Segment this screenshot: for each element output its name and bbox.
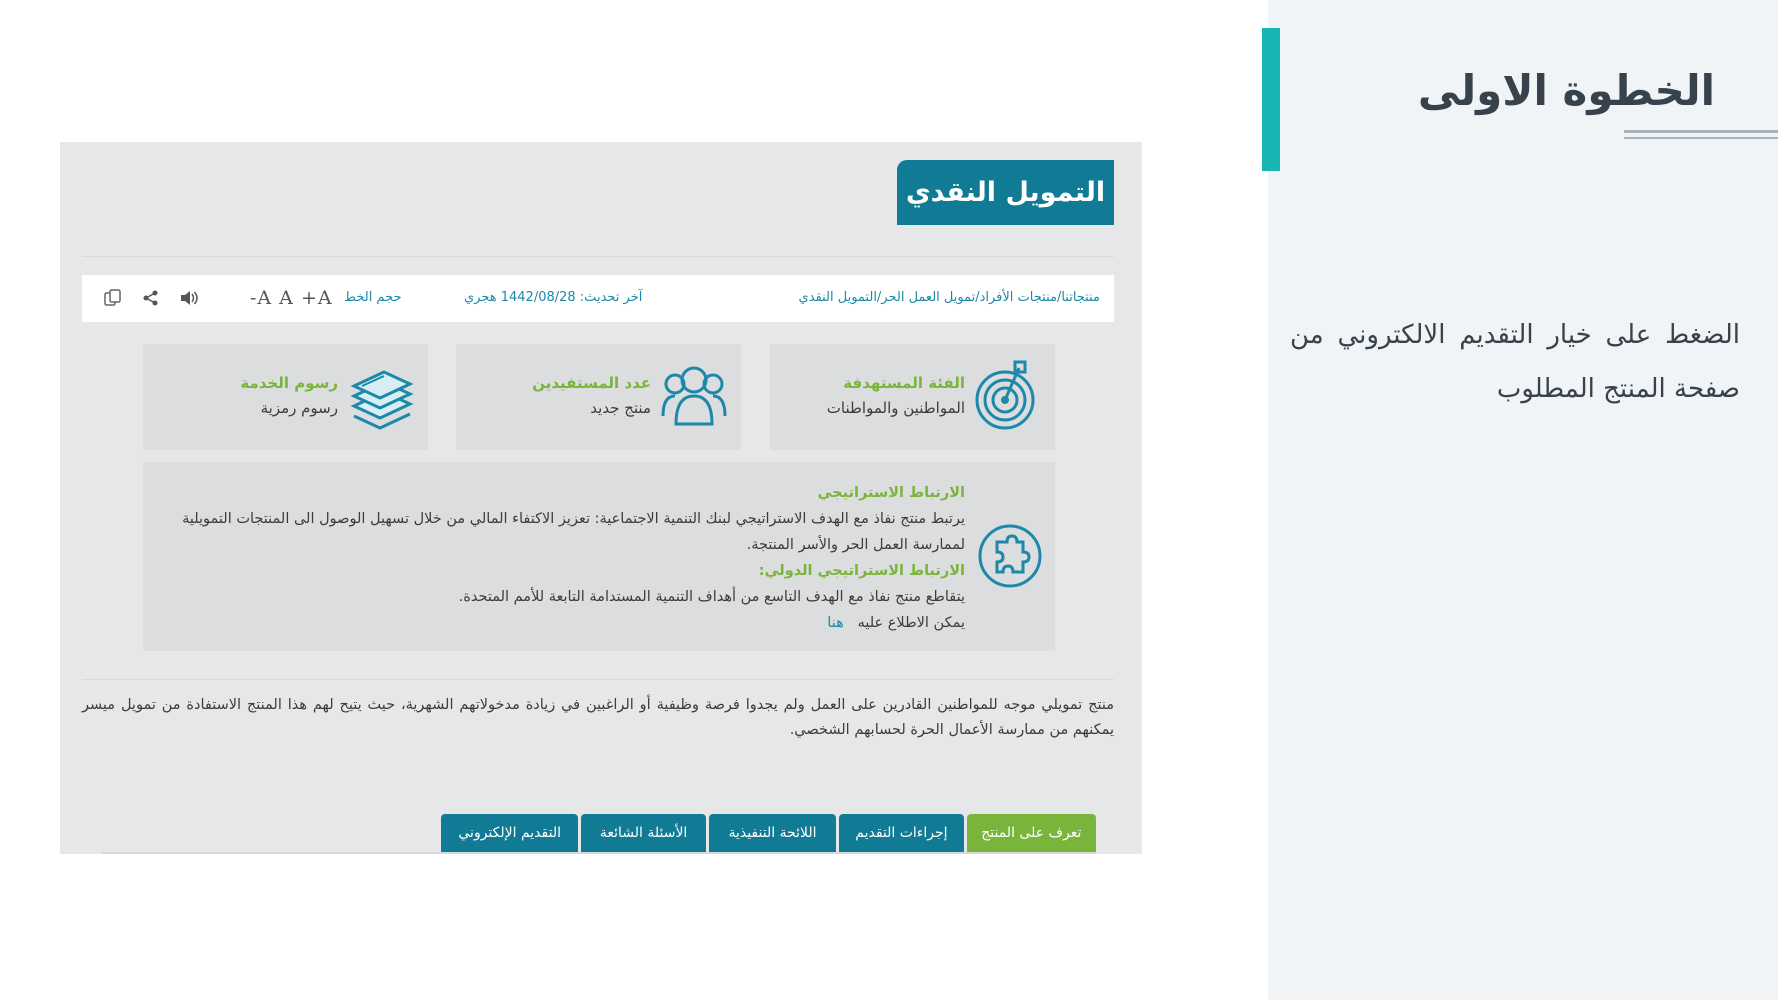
share-icon[interactable] (140, 287, 162, 309)
font-size-controls[interactable]: -A A +A (250, 287, 333, 309)
product-description: منتج تمويلي موجه للمواطنين القادرين على العمل ولم يجدوا فرصة وظيفية أو الراغبين في زيادة مدخولاتهم الشهرية، حيث يتيح لهم هذا المنتج الاستفادة من تمويل ميسر يمكنهم من ممارسة الأعمال الحرة لحسابهم الشخصي. (82, 697, 1114, 738)
card-beneficiaries (456, 344, 741, 450)
font-size-label: حجم الخط (344, 290, 402, 305)
last-update: آخر تحديث: 1442/08/28 هجري (464, 290, 643, 305)
product-title: التمويل النقدي (897, 160, 1114, 225)
title-underline (1624, 130, 1778, 139)
target-icon (975, 358, 1041, 434)
breadcrumb[interactable]: منتجاتنا/منتجات الأفراد/تمويل العمل الحر/التمويل النقدي (798, 290, 1100, 305)
more-info-link[interactable]: هنا (827, 615, 844, 631)
card-value: منتج جديد (590, 399, 651, 417)
instruction-panel (1268, 0, 1778, 1000)
tab-faq[interactable]: الأسئلة الشائعة (581, 814, 705, 852)
speaker-icon[interactable] (178, 287, 200, 309)
tab-about-product[interactable]: تعرف على المنتج (967, 814, 1096, 852)
card-title: عدد المستفيدين (532, 374, 651, 392)
card-title: رسوم الخدمة (240, 374, 338, 392)
more-info (155, 610, 965, 636)
intl-heading: الارتباط الاستراتيجي الدولي: (758, 563, 965, 579)
tab-application-procedures[interactable]: إجراءات التقديم (839, 814, 963, 852)
strategic-linkage (143, 462, 1055, 651)
tabs-underline (102, 852, 1096, 854)
more-info-text: يمكن الاطلاع عليه (857, 615, 965, 631)
step-title: الخطوة الاولى (1417, 66, 1715, 115)
card-target-group (770, 344, 1055, 450)
page-toolbar (82, 275, 1114, 322)
strategic-text (155, 480, 965, 636)
tab-online-application[interactable]: التقديم الإلكتروني (441, 814, 578, 852)
divider (82, 679, 1114, 680)
divider (82, 256, 1114, 257)
copy-icon[interactable] (102, 287, 124, 309)
card-value: رسوم رمزية (260, 399, 338, 417)
people-icon (661, 358, 727, 434)
puzzle-icon (977, 518, 1043, 594)
accent-bar (1262, 28, 1280, 171)
card-service-fees (143, 344, 428, 450)
product-page-screenshot (60, 142, 1142, 854)
intl-body: يتقاطع منتج نفاذ مع الهدف التاسع من أهداف التنمية المستدامة التابعة للأمم المتحدة. (458, 589, 965, 605)
product-tabs (438, 814, 1096, 852)
tab-executive-regulations[interactable]: اللائحة التنفيذية (709, 814, 836, 852)
card-title: الفئة المستهدفة (843, 374, 965, 392)
strategic-body: يرتبط منتج نفاذ مع الهدف الاستراتيجي لبنك التنمية الاجتماعية: تعزيز الاكتفاء المالي من خلال تسهيل الوصول الى المنتجات التمويلية لممارسة العمل الحر والأسر المنتجة. (182, 511, 965, 553)
step-description: الضغط على خيار التقديم الالكتروني من صفحة المنتج المطلوب (1290, 320, 1740, 404)
card-value: المواطنين والمواطنات (826, 399, 965, 417)
money-stack-icon (348, 358, 414, 434)
strategic-heading: الارتباط الاستراتيجي (817, 485, 965, 501)
